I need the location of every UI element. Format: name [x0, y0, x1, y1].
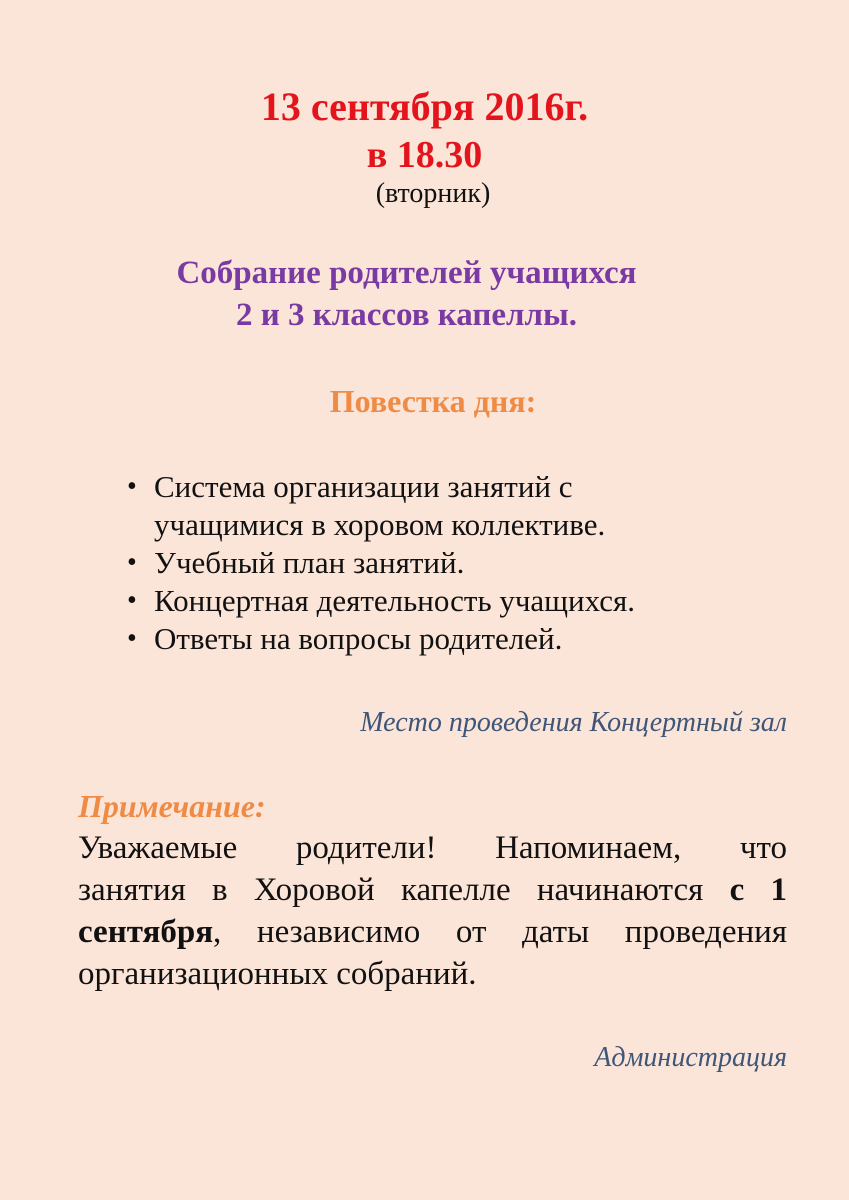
meeting-time: в 18.30 [366, 134, 483, 176]
note-line-4-text: организационных собраний. [78, 956, 477, 992]
meeting-date: 13 сентября 2016г. [260, 84, 589, 129]
agenda-item-text: Учебный план занятий. [154, 545, 465, 580]
agenda-item-text-line-2: учащимися в хоровом коллективе. [154, 507, 606, 542]
venue-text: Место проведения Концертный зал [360, 707, 787, 738]
agenda-title: Повестка дня: [329, 383, 537, 419]
note-line-2 [78, 869, 787, 911]
note-line-3-bold: сентября [78, 914, 214, 950]
note-line-2-bold: с 1 [729, 872, 788, 908]
bullet-icon: • [127, 471, 137, 502]
note-line-3 [78, 911, 787, 953]
note-line-4 [78, 953, 787, 995]
bullet-icon: • [127, 585, 137, 616]
note-line-3-text: , независимо от даты проведения [213, 914, 787, 950]
meeting-title-line-1: Собрание родителей учащихся [176, 255, 637, 291]
note-line-1-text: Уважаемые родители! Напоминаем, что [78, 830, 787, 866]
agenda-item [127, 582, 767, 620]
note-label: Примечание: [78, 788, 266, 824]
agenda-item-text: Концертная деятельность учащихся. [154, 583, 636, 618]
agenda-list [127, 468, 767, 658]
signature: Администрация [594, 1042, 787, 1073]
agenda-item [127, 468, 767, 544]
agenda-item-text-line-1: Система организации занятий с [154, 469, 573, 504]
meeting-title [0, 252, 813, 336]
meeting-weekday: (вторник) [375, 178, 491, 209]
note-text [78, 827, 787, 995]
agenda-item-text: Ответы на вопросы родителей. [154, 621, 563, 656]
bullet-icon: • [127, 623, 137, 654]
note-line-1 [78, 827, 787, 869]
note-line-2-text: занятия в Хоровой капелле начинаются [78, 872, 730, 908]
meeting-title-line-2: 2 и 3 классов капеллы. [235, 297, 578, 333]
bullet-icon: • [127, 547, 137, 578]
agenda-item [127, 544, 767, 582]
agenda-item [127, 620, 767, 658]
